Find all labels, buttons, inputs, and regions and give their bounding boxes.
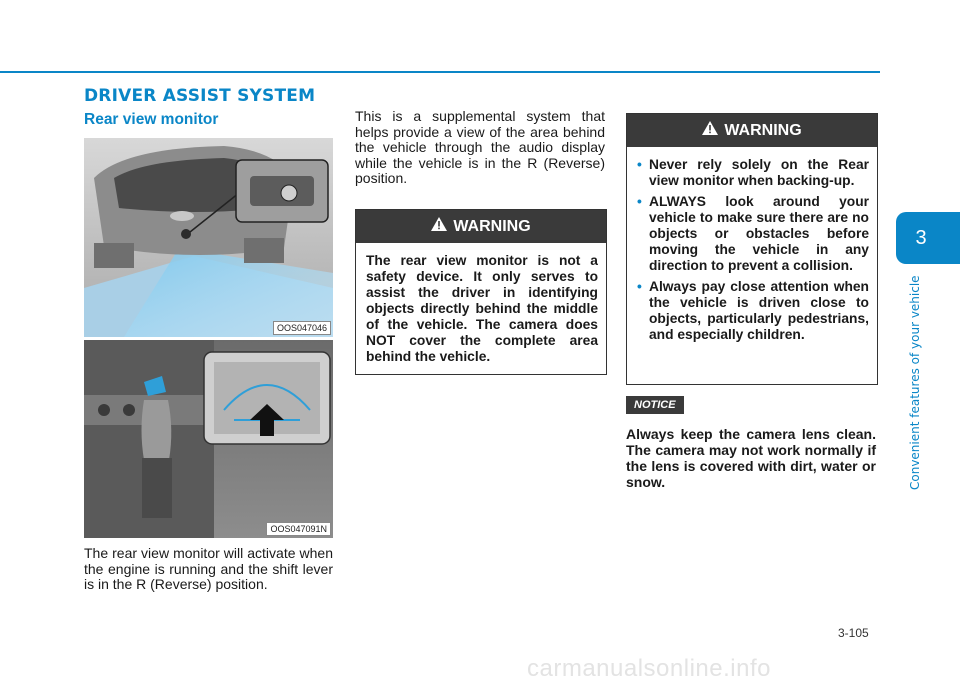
- figure-vehicle-rear-camera: [84, 138, 333, 337]
- warning-header: [627, 114, 877, 147]
- chapter-title: Convenient features of your vehicle: [908, 275, 922, 490]
- warning-triangle-icon: [431, 217, 447, 236]
- warning-list-item: • ALWAYS look around your vehicle to make sure there are no objects or obstacles before moving the vehicle in any direction to prevent a collision.: [637, 194, 869, 274]
- subheading-rear-view-monitor: Rear view monitor: [84, 111, 219, 128]
- supplemental-paragraph: This is a supplemental system that helps provide a view of the area behind the vehicle through the audio display while the vehicle is in the R (Reverse) position.: [355, 108, 605, 187]
- shifter-display-illustration: [84, 340, 333, 538]
- vehicle-rear-illustration: [84, 138, 333, 337]
- warning-list-item: • Never rely solely on the Rear view monitor when backing-up.: [637, 157, 869, 189]
- section-title: DRIVER ASSIST SYSTEM: [84, 86, 316, 106]
- notice-badge: NOTICE: [626, 396, 684, 414]
- figure1-caption: OOS047046: [273, 321, 331, 335]
- warning-text: The rear view monitor is not a safety device. It only serves to assist the driver in identifying objects directly behind the middle of the vehicle. The camera does NOT cover the complete area behind the vehicle.: [366, 253, 598, 364]
- watermark: carmanualsonline.info: [527, 655, 771, 682]
- warning-box-backing-up: [626, 113, 878, 385]
- warning-header: [356, 210, 606, 243]
- warning-list: [637, 157, 869, 343]
- chapter-tab: [896, 212, 960, 264]
- warning-box-safety-device: [355, 209, 607, 375]
- warning-triangle-icon: [702, 121, 718, 140]
- page-number: 3-105: [838, 626, 869, 640]
- warning-list-item: • Always pay close attention when the vehicle is driven close to objects, particularly pedestrians, and especially children.: [637, 279, 869, 343]
- activation-paragraph: The rear view monitor will activate when the engine is running and the shift lever is in the R (Reverse) position.: [84, 545, 333, 593]
- notice-text: Always keep the camera lens clean. The camera may not work normally if the lens is covered with dirt, water or snow.: [626, 426, 876, 490]
- top-rule: [0, 71, 880, 73]
- figure-shifter-display: [84, 340, 333, 538]
- warning-label: WARNING: [724, 121, 802, 139]
- warning-label: WARNING: [453, 217, 531, 235]
- warning-list-container: [627, 147, 877, 358]
- figure2-caption: OOS047091N: [266, 522, 331, 536]
- chapter-number: 3: [915, 226, 927, 249]
